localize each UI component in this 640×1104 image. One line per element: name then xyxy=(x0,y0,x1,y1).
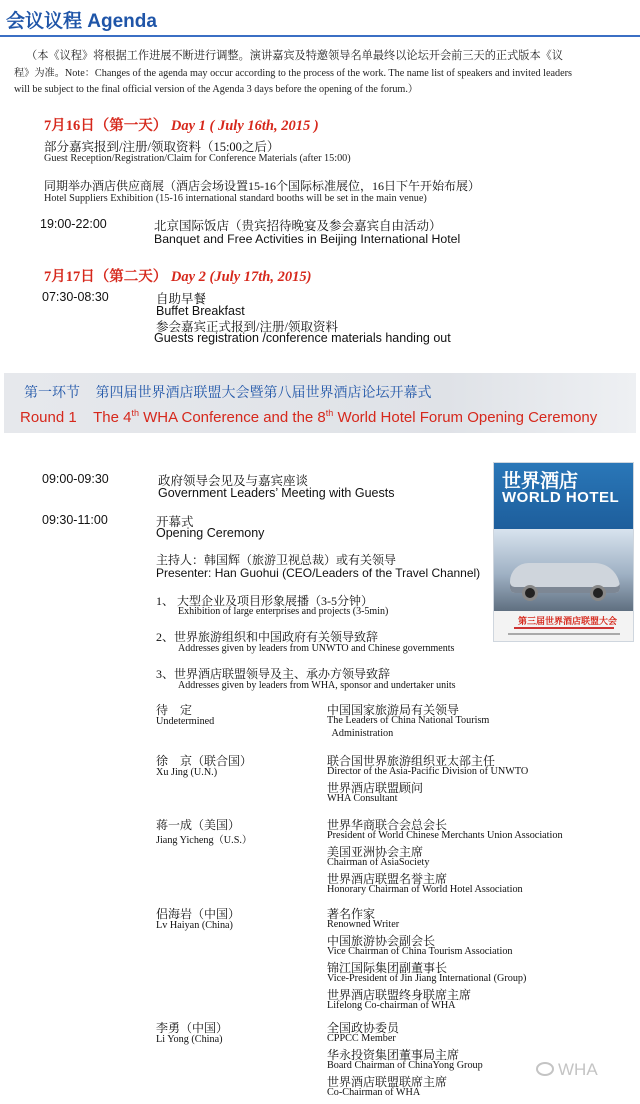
cover-title-en: WORLD HOTEL xyxy=(502,489,620,506)
day2-item2-cn: 参会嘉宾正式报到/注册/领取资料 xyxy=(156,320,338,334)
day2-heading-en: Day 2 (July 17th, 2015) xyxy=(170,269,312,285)
speaker-title-cn: 中国国家旅游局有关领导 xyxy=(327,703,460,717)
speaker-name-cn: 待 定 xyxy=(156,703,193,717)
page-title: 会议议程 Agenda xyxy=(6,11,157,32)
speaker-title-cn: 美国亚洲协会主席 xyxy=(327,845,424,859)
schedule-time-2: 09:30-11:00 xyxy=(42,513,108,527)
speaker-name-en: Jiang Yicheng（U.S.） xyxy=(156,835,253,846)
speaker-title-cn: 中国旅游协会副会长 xyxy=(327,934,436,948)
host-en: Presenter: Han Guohui (CEO/Leaders of the Travel Channel) xyxy=(156,566,481,580)
session-title-cn: 第一环节 第四届世界酒店联盟大会暨第八届世界酒店论坛开幕式 xyxy=(24,384,432,400)
car-wheel-icon xyxy=(590,585,606,601)
day1-item2-cn: 同期举办酒店供应商展（酒店会场设置15-16个国际标准展位，16日下午开始布展） xyxy=(44,179,480,193)
day1-item3-en: Banquet and Free Activities in Beijing International Hotel xyxy=(154,232,461,246)
segment2-cn: 2、世界旅游组织和中国政府有关领导致辞 xyxy=(156,630,379,644)
segment3-cn: 3、世界酒店联盟领导及主、承办方领导致辞 xyxy=(156,667,391,681)
agenda-note-line-3: will be subject to the final official version of the Agenda 3 days before the opening of the forum.） xyxy=(14,84,419,95)
schedule-item2-cn: 开幕式 xyxy=(156,515,194,529)
speaker-title-cn: 世界酒店联盟顾问 xyxy=(327,781,424,795)
speaker-title-cn: 锦江国际集团副董事长 xyxy=(327,961,448,975)
car-wheel-icon xyxy=(522,585,538,601)
schedule-item2-en: Opening Ceremony xyxy=(156,526,265,540)
speaker-title-en: The Leaders of China National Tourism xyxy=(327,715,490,726)
session-band xyxy=(4,373,636,433)
day1-heading xyxy=(44,114,319,135)
session-title-en-part2: WHA Conference and the 8 xyxy=(138,409,326,426)
speaker-title-cn: 世界酒店联盟联席主席 xyxy=(327,1075,448,1089)
speaker-title-cn: 华永投资集团董事局主席 xyxy=(327,1048,460,1062)
day1-item3-cn: 北京国际饭店（贵宾招待晚宴及参会嘉宾自由活动） xyxy=(154,219,442,233)
day1-item1-cn: 部分嘉宾报到/注册/领取资料（15:00之后） xyxy=(44,140,280,154)
page-header xyxy=(0,0,640,37)
wechat-watermark xyxy=(536,1060,598,1080)
speaker-title-en: WHA Consultant xyxy=(327,793,398,804)
speaker-title-en: President of World Chinese Merchants Union Association xyxy=(327,830,563,841)
speaker-name-en: Li Yong (China) xyxy=(156,1034,223,1045)
speaker-title-en: CPPCC Member xyxy=(327,1033,396,1044)
speaker-name-en: Lv Haiyan (China) xyxy=(156,920,233,931)
day2-time-breakfast: 07:30-08:30 xyxy=(42,290,109,304)
header-divider xyxy=(0,35,640,37)
cover-rule xyxy=(508,633,620,635)
cover-rule xyxy=(514,627,614,629)
speaker-title-en: Board Chairman of ChinaYong Group xyxy=(327,1060,483,1071)
speaker-title-cn: 世界华商联合会总会长 xyxy=(327,818,448,832)
agenda-note-line-2: 程》为准。Note：Changes of the agenda may occur according to the process of the work. The name list of speakers and invited leaders xyxy=(14,68,572,79)
wechat-icon xyxy=(536,1062,554,1076)
magazine-cover-image xyxy=(493,462,634,642)
speaker-title-en: Chairman of AsiaSociety xyxy=(327,857,430,868)
day2-item2-en: Guests registration /conference materials handing out xyxy=(154,331,451,345)
segment2-en: Addresses given by leaders from UNWTO and Chinese governments xyxy=(178,643,455,654)
speaker-name-cn: 李勇（中国） xyxy=(156,1021,229,1035)
speaker-title-cn: 联合国世界旅游组织亚太部主任 xyxy=(327,754,496,768)
speaker-title-en: Renowned Writer xyxy=(327,919,400,930)
watermark-text: WHA xyxy=(558,1060,598,1079)
session-title-en-part1: Round 1 The 4 xyxy=(20,409,132,426)
day1-item1-en: Guest Reception/Registration/Claim for Conference Materials (after 15:00) xyxy=(44,153,351,164)
day2-item1-cn: 自助早餐 xyxy=(156,292,207,306)
cover-caption: 第三届世界酒店联盟大会 xyxy=(518,616,618,626)
agenda-note-line-1: （本《议程》将根据工作进展不断进行调整。演讲嘉宾及特邀领导名单最终以论坛开会前三天的正式版本《议 xyxy=(26,50,564,62)
speaker-title-en: Lifelong Co-chairman of WHA xyxy=(327,1000,456,1011)
session-title-sup2: th xyxy=(325,408,334,418)
host-cn: 主持人：韩国辉（旅游卫视总裁）或有关领导 xyxy=(156,553,397,567)
session-title-en xyxy=(20,408,597,426)
day1-heading-en: Day 1 ( July 16th, 2015 ) xyxy=(170,118,319,134)
schedule-item1-cn: 政府领导会见及与嘉宾座谈 xyxy=(158,474,309,488)
schedule-time-1: 09:00-09:30 xyxy=(42,472,109,486)
day1-time-evening: 19:00-22:00 xyxy=(40,217,107,231)
day1-heading-cn: 7月16日（第一天） xyxy=(44,118,168,134)
speaker-title-en: Administration xyxy=(327,728,394,739)
day2-heading-cn: 7月17日（第二天） xyxy=(44,269,168,285)
segment1-cn: 1、 大型企业及项目形象展播（3-5分钟） xyxy=(156,594,373,608)
cover-title-cn: 世界酒店 xyxy=(502,471,579,492)
speaker-title-cn: 世界酒店联盟终身联席主席 xyxy=(327,988,472,1002)
speaker-title-en: Co-Chairman of WHA xyxy=(327,1087,421,1098)
segment1-en: Exhibition of large enterprises and projects (3-5min) xyxy=(178,606,389,617)
day2-heading xyxy=(44,265,311,286)
session-title-sup1: th xyxy=(131,408,139,418)
segment3-en: Addresses given by leaders from WHA, sponsor and undertaker units xyxy=(178,680,456,691)
speaker-title-en: Vice-President of Jin Jiang International (Group) xyxy=(327,973,527,984)
speaker-name-en: Xu Jing (U.N.) xyxy=(156,767,218,778)
speaker-name-cn: 蒋一成（美国） xyxy=(156,818,241,832)
speaker-title-en: Director of the Asia-Pacific Division of UNWTO xyxy=(327,766,529,777)
speaker-name-en: Undetermined xyxy=(156,716,215,727)
speaker-name-cn: 徐 京（联合国） xyxy=(156,754,253,768)
day1-item2-en: Hotel Suppliers Exhibition (15-16 international standard booths will be set in the main venue) xyxy=(44,193,427,204)
speaker-title-cn: 世界酒店联盟名誉主席 xyxy=(327,872,448,886)
speaker-title-en: Honorary Chairman of World Hotel Association xyxy=(327,884,523,895)
day2-item1-en: Buffet Breakfast xyxy=(156,304,245,318)
speaker-title-cn: 全国政协委员 xyxy=(327,1021,400,1035)
speaker-title-cn: 著名作家 xyxy=(327,907,376,921)
session-title-en-part3: World Hotel Forum Opening Ceremony xyxy=(333,409,598,426)
schedule-item1-en: Government Leaders’ Meeting with Guests xyxy=(158,486,395,500)
speaker-name-cn: 侣海岩（中国） xyxy=(156,907,241,921)
speaker-title-en: Vice Chairman of China Tourism Association xyxy=(327,946,513,957)
